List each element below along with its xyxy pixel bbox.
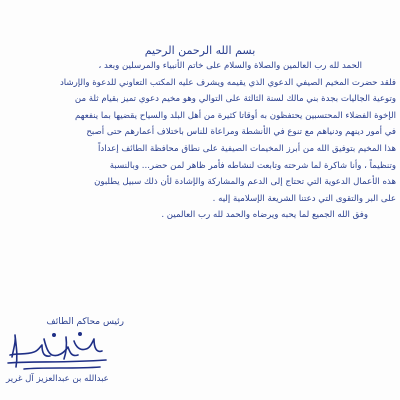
letter-line: الحمد لله رب العالمين والصلاة والسلام على خاتم الأنبياء والمرسلين وبعد ، <box>98 61 362 71</box>
letter-line: الإخوة الفضلاء المحتسبين يحتفظون به أوقاتا كثيرة من أهل البلد والسياح يقضيها بما ينفعهم <box>75 110 396 121</box>
letter-line: وفق الله الجميع لما يحبه ويرضاه والحمد لله رب العالمين . <box>161 210 368 221</box>
handwritten-signature <box>4 327 114 375</box>
signer-name: عبدالله بن عبدالعزيز آل غرير <box>6 374 109 384</box>
basmala-heading: بسم الله الرحمن الرحيم <box>144 44 256 57</box>
letter-body <box>4 58 396 224</box>
letter-line: هذا المخيم بتوفيق الله من أبرز المخيمات الصيفية على نطاق محافظة الطائف إعداداً <box>98 143 396 154</box>
letter-line: وتوعية الجاليات بجدة بني مالك لسنة الثالثة على التوالي وهو مخيم دعوي تميز بقيام ثلة من <box>74 94 396 105</box>
letter-line: فلقد حضرت المخيم الصيفي الدعوي الذي يقيمه ويشرف عليه المكتب التعاوني للدعوة والإرشاد <box>59 77 396 88</box>
letter-line: في أمور دينهم ودنياهم مع تنوع في الأنشطة ومراعاة للناس باختلاف أعمارهم حتى أصبح <box>86 127 396 138</box>
signatory-title: رئيس محاكم الطائف <box>46 317 124 327</box>
letter-line: على البر والتقوى التي دعتنا الشريعة الإسلامية إليه . <box>212 193 396 204</box>
letter-line: وتنظيماً ، وأنا شاكرة لما شرحته وتابعت لنشاطه فأمر ظاهر لمن حضر... وبالنسبة <box>109 160 396 171</box>
letter-line: هذه الأعمال الدعوية التي تحتاج إلى الدعم والمشاركة والإشادة لأن ذلك سبيل يطلبون <box>94 177 396 188</box>
